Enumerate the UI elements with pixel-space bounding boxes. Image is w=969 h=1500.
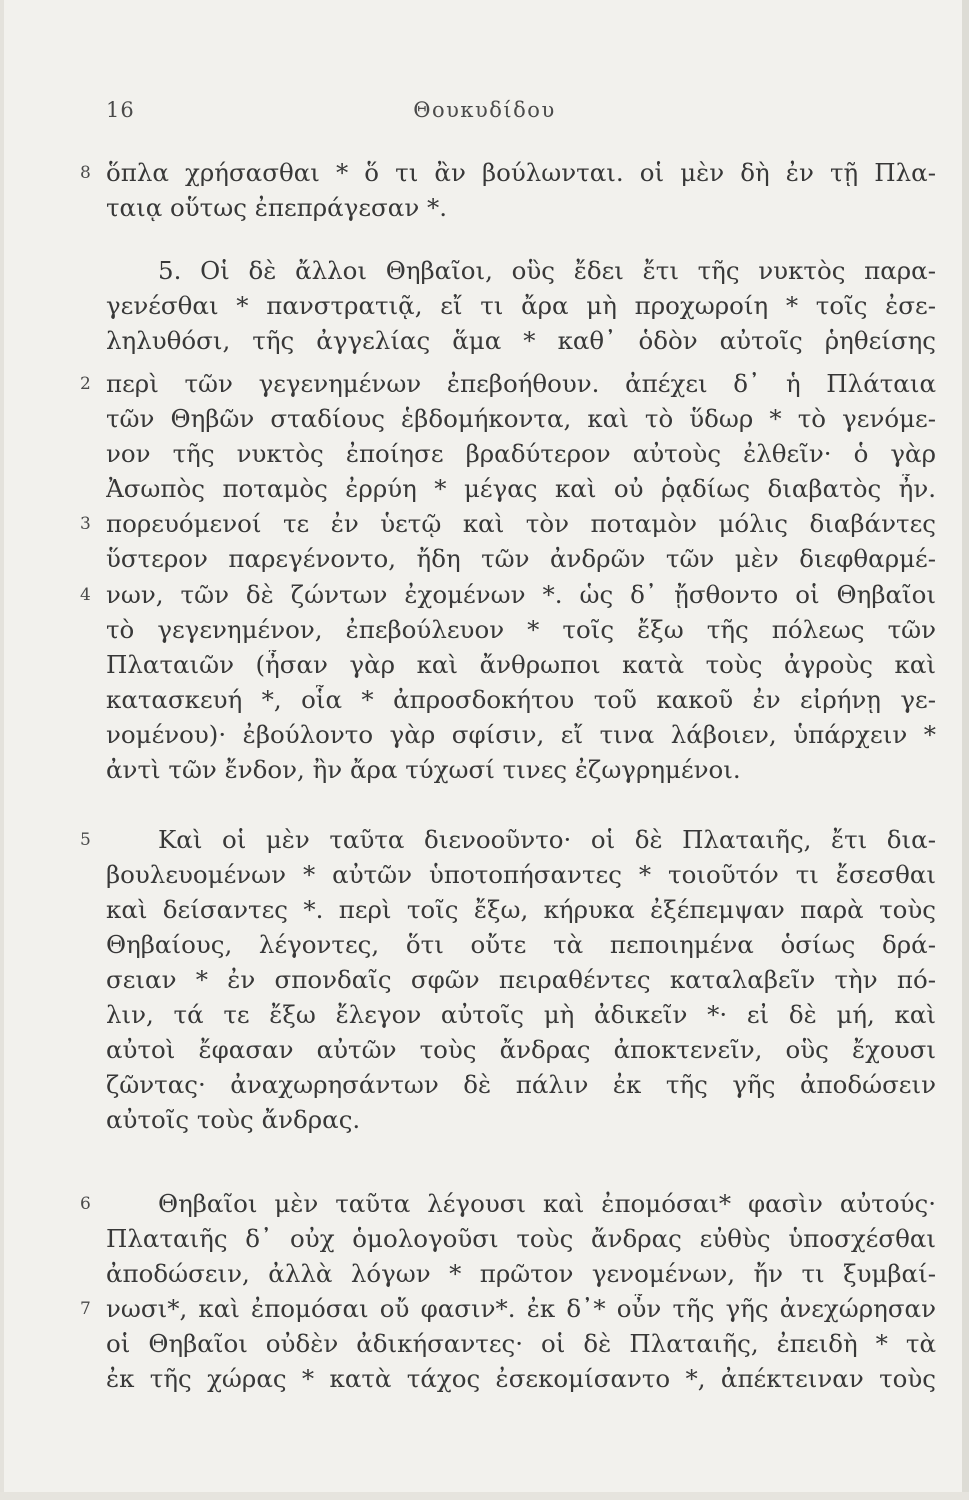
text-line: τὸ γεγενημένον, ἐπεβούλευον * τοῖς ἔξω τῆς πόλεως τῶν [106, 615, 936, 644]
text-line: σειαν * ἐν σπονδαῖς σφῶν πειραθέντες καταλαβεῖν τὴν πό- [106, 965, 936, 994]
text-line: νον τῆς νυκτὸς ἐποίησε βραδύτερον αὐτοὺς ἐλθεῖν· ὁ γὰρ [106, 439, 936, 468]
text-line: Ἀσωπὸς ποταμὸς ἐρρύη * μέγας καὶ οὐ ῥᾳδίως διαβατὸς ἦν. [106, 474, 936, 503]
text-line: Θηβαίους, λέγοντες, ὅτι οὔτε τὰ πεποιημένα ὁσίως δρά- [106, 930, 936, 959]
text-line: νωσι*, καὶ ἐπομόσαι οὔ φασιν*. ἐκ δ᾽* οὖν τῆς γῆς ἀνεχώρησαν [106, 1294, 936, 1323]
margin-number: 5 [80, 830, 91, 850]
text-line: ληλυθόσι, τῆς ἀγγελίας ἅμα * καθ᾽ ὁδὸν αὐτοῖς ῥηθείσης [106, 326, 936, 355]
text-line: αὐτοὶ ἔφασαν αὐτῶν τοὺς ἄνδρας ἀποκτενεῖν, οὓς ἔχουσι [106, 1035, 936, 1064]
text-line: κατασκευή *, οἷα * ἀπροσδοκήτου τοῦ κακοῦ ἐν εἰρήνῃ γε- [106, 685, 936, 714]
text-line: Πλαταιῆς δ᾽ οὐχ ὁμολογοῦσι τοὺς ἄνδρας εὐθὺς ὑποσχέσθαι [106, 1224, 936, 1253]
text-line: οἱ Θηβαῖοι οὐδὲν ἀδικήσαντες· οἱ δὲ Πλαταιῆς, ἐπειδὴ * τὰ [106, 1329, 936, 1358]
text-line: νομένου)· ἐβούλοντο γὰρ σφίσιν, εἴ τινα λάβοιεν, ὑπάρχειν * [106, 720, 936, 749]
text-line: ἀποδώσειν, ἀλλὰ λόγων * πρῶτον γενομένων, ἤν τι ξυμβαί- [106, 1259, 936, 1288]
text-line: ἀντὶ τῶν ἔνδον, ἢν ἄρα τύχωσί τινες ἐζωγρημένοι. [106, 755, 741, 784]
text-line: νων, τῶν δὲ ζώντων ἐχομένων *. ὡς δ᾽ ᾔσθοντο οἱ Θηβαῖοι [106, 580, 936, 609]
text-line: Καὶ οἱ μὲν ταῦτα διενοοῦντο· οἱ δὲ Πλαταιῆς, ἔτι δια- [158, 825, 936, 854]
text-line: περὶ τῶν γεγενημένων ἐπεβοήθουν. ἀπέχει δ᾽ ἡ Πλάταια [106, 369, 936, 398]
text-line: ζῶντας· ἀναχωρησάντων δὲ πάλιν ἐκ τῆς γῆς ἀποδώσειν [106, 1070, 936, 1099]
text-line: αὐτοῖς τοὺς ἄνδρας. [106, 1105, 361, 1134]
text-line: ὕστερον παρεγένοντο, ἤδη τῶν ἀνδρῶν τῶν μὲν διεφθαρμέ- [106, 544, 936, 573]
margin-number: 3 [80, 514, 91, 534]
text-line: πορευόμενοί τε ἐν ὑετῷ καὶ τὸν ποταμὸν μόλις διαβάντες [106, 509, 936, 538]
text-line: λιν, τά τε ἔξω ἔλεγον αὐτοῖς μὴ ἀδικεῖν *· εἰ δὲ μή, καὶ [106, 1000, 936, 1029]
margin-number: 4 [80, 585, 91, 605]
text-line: βουλευομένων * αὐτῶν ὑποτοπήσαντες * τοιοῦτόν τι ἔσεσθαι [106, 860, 936, 889]
text-line: 5. Οἱ δὲ ἄλλοι Θηβαῖοι, οὓς ἔδει ἔτι τῆς νυκτὸς παρα- [158, 256, 936, 285]
margin-number: 2 [80, 374, 91, 394]
page-right-edge [962, 0, 969, 1500]
text-line: τῶν Θηβῶν σταδίους ἑβδομήκοντα, καὶ τὸ ὕδωρ * τὸ γενόμε- [106, 404, 936, 433]
running-head: Θουκυδίδου [413, 98, 556, 122]
text-line: καὶ δείσαντες *. περὶ τοῖς ἔξω, κήρυκα ἐξέπεμψαν παρὰ τοὺς [106, 895, 936, 924]
page-header [0, 98, 969, 130]
margin-number: 6 [80, 1194, 91, 1214]
text-line: ὅπλα χρήσασθαι * ὅ τι ἂν βούλωνται. οἱ μὲν δὴ ἐν τῇ Πλα- [106, 158, 936, 187]
text-line: Πλαταιῶν (ἦσαν γὰρ καὶ ἄνθρωποι κατὰ τοὺς ἀγροὺς καὶ [106, 650, 936, 679]
text-line: Θηβαῖοι μὲν ταῦτα λέγουσι καὶ ἐπομόσαι* φασὶν αὐτούς· [158, 1189, 936, 1218]
margin-number: 8 [80, 163, 91, 183]
page-bottom-edge [0, 1492, 969, 1500]
text-line: ἐκ τῆς χώρας * κατὰ τάχος ἐσεκομίσαντο *, ἀπέκτειναν τοὺς [106, 1364, 936, 1393]
margin-number: 7 [80, 1299, 91, 1319]
page-number: 16 [106, 98, 135, 122]
page-left-edge [0, 0, 4, 1500]
text-line: γενέσθαι * πανστρατιᾷ, εἴ τι ἄρα μὴ προχωροίη * τοῖς ἐσε- [106, 291, 936, 320]
text-line: ταιᾳ οὕτως ἐπεπράγεσαν *. [106, 193, 448, 222]
